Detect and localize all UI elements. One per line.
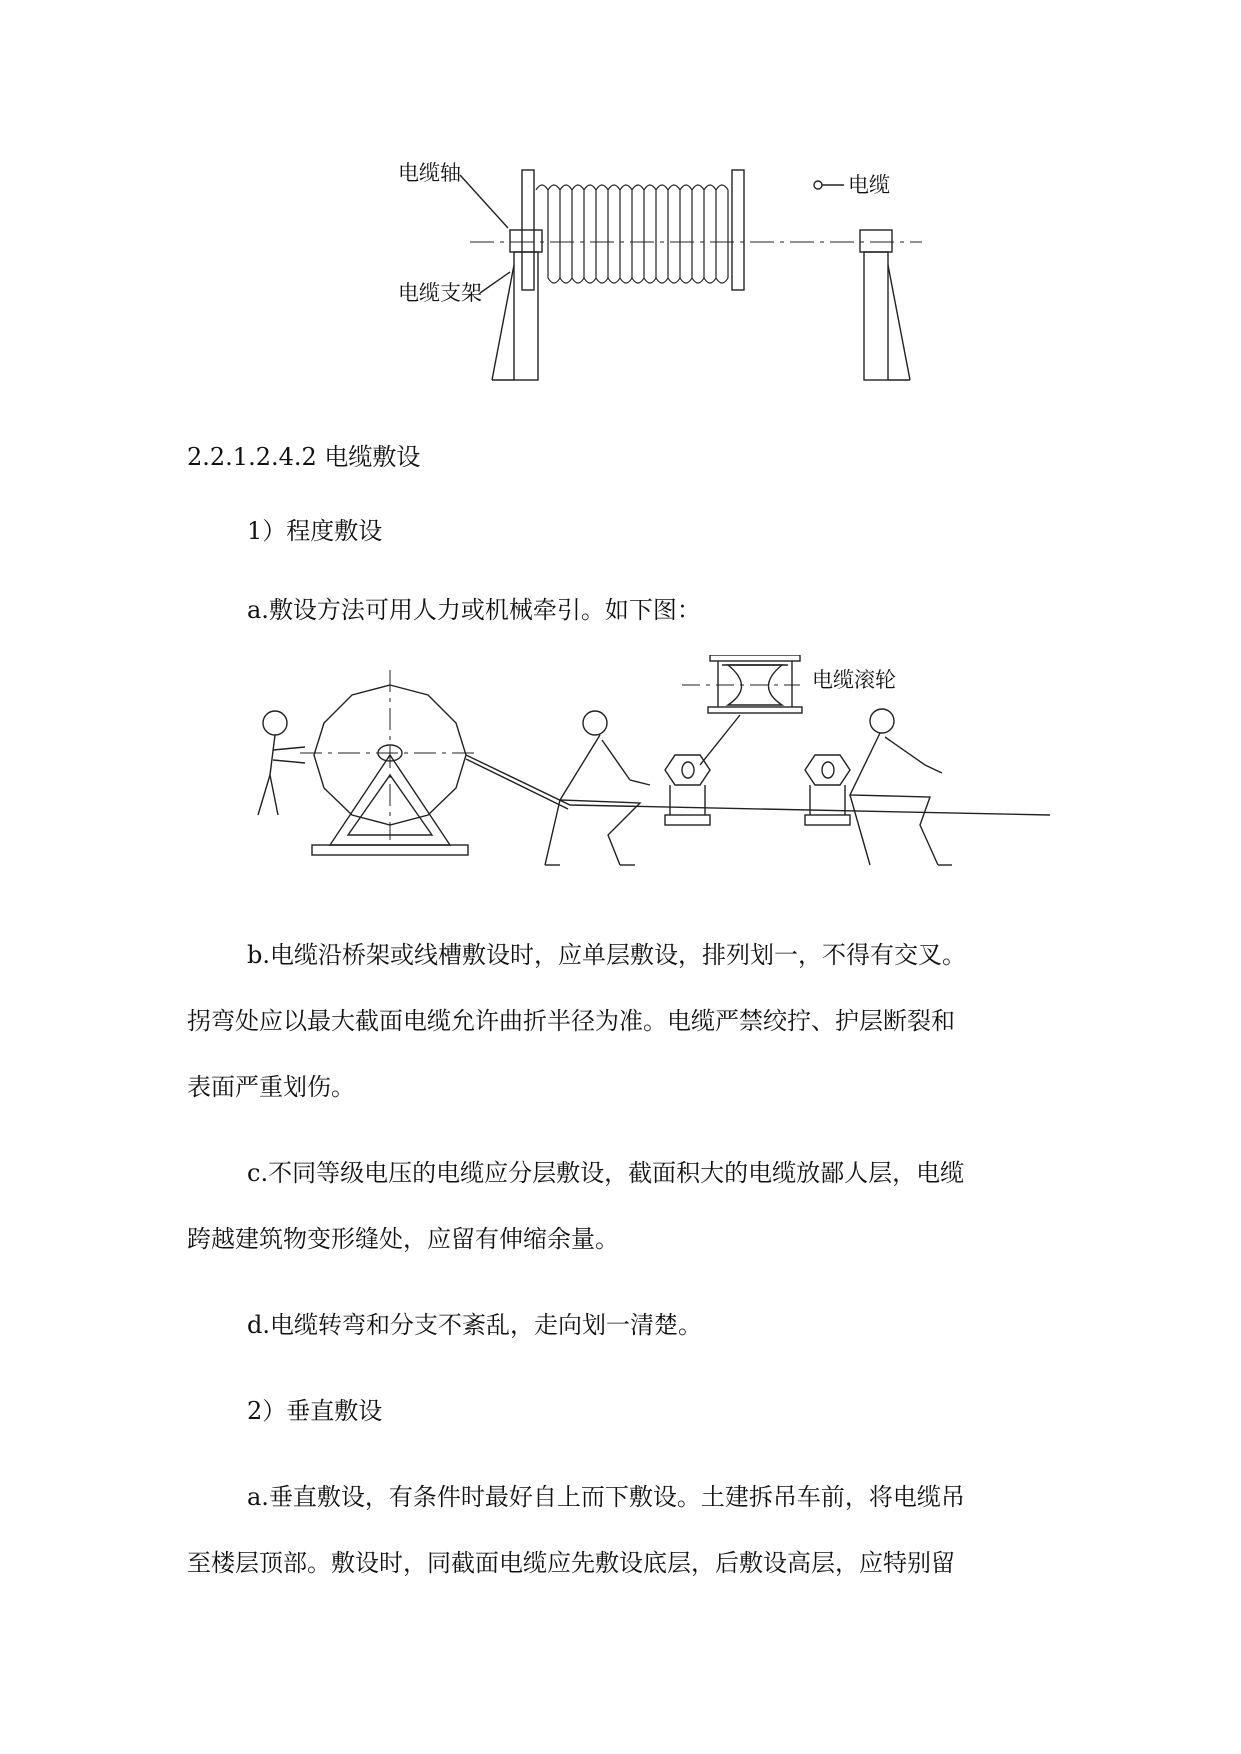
item-vertical-a-line-1: a.垂直敷设，有条件时最好自上而下敷设。土建拆吊车前，将电缆吊 (247, 1483, 965, 1511)
label-cable: 电缆 (848, 173, 890, 197)
item-a: a.敷设方法可用人力或机械牵引。如下图： (247, 596, 701, 624)
stand-left (492, 252, 538, 380)
axle-left (510, 230, 542, 252)
cable-drum-icon (300, 670, 480, 855)
figure-cable-drum (390, 150, 950, 400)
axle-right (860, 230, 892, 252)
worker-left-icon (258, 711, 305, 815)
label-roller: 电缆滚轮 (812, 668, 896, 692)
cable-line-inner (466, 759, 568, 809)
ground-roller-1-icon (665, 755, 710, 825)
cable-coils (536, 185, 728, 283)
subsection-horizontal: 1）程度敷设 (247, 517, 383, 545)
item-b-line-1: b.电缆沿桥架或线槽敷设时，应单层敷设，排列划一，不得有交叉。 (247, 941, 966, 969)
item-c-line-1: c.不同等级电压的电缆应分层敷设，截面积大的电缆放鄙人层，电缆 (247, 1159, 965, 1187)
worker-middle-icon (545, 711, 650, 865)
cable-line (466, 755, 1050, 815)
label-stand: 电缆支架 (398, 281, 482, 305)
cable-roller-detail-icon (682, 655, 896, 765)
item-b-line-2: 拐弯处应以最大截面电缆允许曲折半径为准。电缆严禁绞拧、护层断裂和 (187, 1007, 955, 1035)
label-axle: 电缆轴 (398, 161, 461, 185)
flange-right (732, 170, 744, 290)
item-d: d.电缆转弯和分支不紊乱，走向划一清楚。 (247, 1311, 702, 1339)
figure-cable-pulling (230, 655, 1110, 885)
ground-roller-2-icon (805, 755, 850, 825)
cable-end-icon (814, 181, 822, 189)
item-vertical-a-line-2: 至楼层顶部。敷设时，同截面电缆应先敷设底层，后敷设高层，应特别留 (187, 1549, 955, 1577)
worker-right-icon (850, 709, 952, 865)
leader-axle (460, 175, 508, 228)
item-c-line-2: 跨越建筑物变形缝处，应留有伸缩余量。 (187, 1225, 619, 1253)
subsection-vertical: 2）垂直敷设 (247, 1397, 383, 1425)
stand-right (864, 252, 910, 380)
leader-stand (480, 272, 510, 293)
item-b-line-3: 表面严重划伤。 (187, 1073, 355, 1101)
section-heading: 2.2.1.2.4.2 电缆敷设 (187, 443, 421, 471)
